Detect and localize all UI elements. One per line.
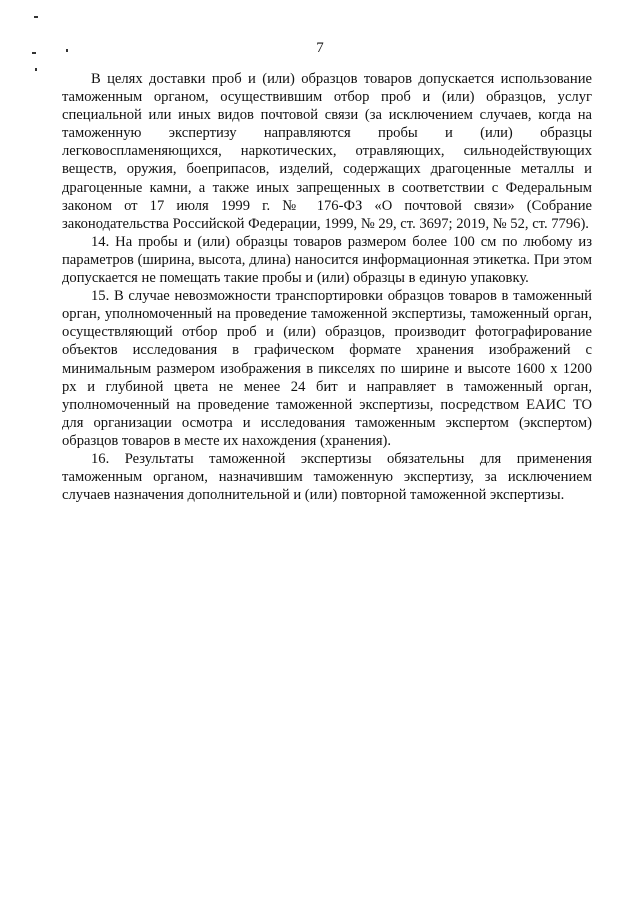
paragraph-postal-delivery: В целях доставки проб и (или) образцов товаров допускается использование таможенным органом, осуществившим отбор проб и (или) образцов, услуг специальной или иных видов почтовой связи (за исключением случаев, когда на таможенную экспертизу направляются пробы и (или) образцы легковоспламеняющихся, наркотических, отравляющих, сильнодействующих веществ, оружия, боеприпасов, изделий, содержащих драгоценные металлы и драгоценные камни, а также иных запрещенных в соответствии с Федеральным законом от 17 июля 1999 г. № 176-ФЗ «О почтовой связи» (Собрание законодательства Российской Федерации, 1999, № 29, ст. 3697; 2019, № 52, ст. 7796). [62, 71, 592, 232]
paragraph-16: 16. Результаты таможенной экспертизы обязательны для применения таможенным органом, назначившим таможенную экспертизу, за исключением случаев назначения дополнительной и (или) повторной таможенной экспертизы. [62, 450, 592, 504]
page-number: 7 [316, 40, 324, 56]
paragraph-15: 15. В случае невозможности транспортировки образцов товаров в таможенный орган, уполномоченный на проведение таможенной экспертизы, таможенный орган, осуществляющий отбор проб и (или) образцов, производит фотографирование объектов исследования в графическом формате хранения изображений с минимальным размером изображения в пикселях по ширине и высоте 1600 х 1200 px и глубиной цвета не менее 24 бит и направляет в таможенный орган, уполномоченный на проведение таможенной экспертизы, посредством ЕАИС ТО для организации осмотра и исследования таможенным экспертом (экспертом) образцов товаров в месте их нахождения (хранения). [62, 288, 592, 449]
document-body [62, 70, 592, 504]
scan-mark [34, 16, 38, 18]
paragraph-14: 14. На пробы и (или) образцы товаров размером более 100 см по любому из параметров (ширина, высота, длина) наносится информационная этикетка. При этом допускается не помещать такие пробы и (или) образцы в единую упаковку. [62, 233, 592, 287]
scan-mark [35, 68, 37, 71]
